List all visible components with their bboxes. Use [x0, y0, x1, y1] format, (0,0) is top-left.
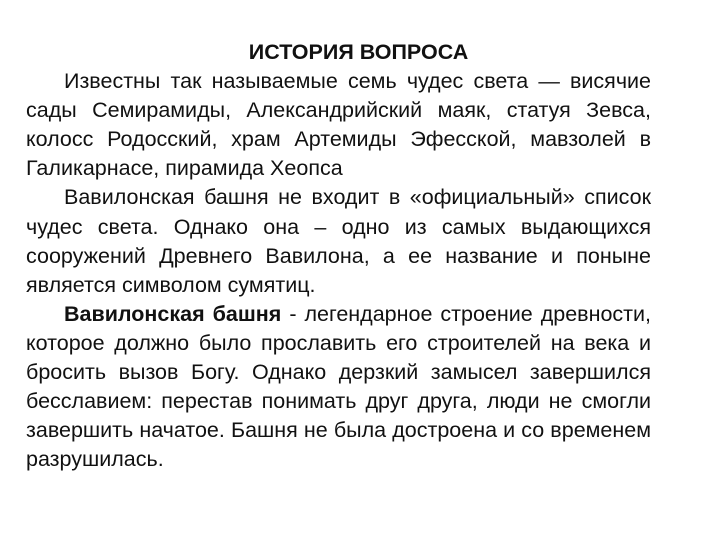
paragraph-not-official: Вавилонская башня не входит в «официальный» список чудес света. Однако она – одно из самых выдающихся сооружений Древнего Вавилона, а ее название и поныне является символом сумятиц.: [26, 185, 651, 297]
document-body: [26, 38, 651, 474]
paragraph-wonders: Известны так называемые семь чудес света — висячие сады Семирамиды, Александрийский маяк, статуя Зевса, колосс Родосский, храм Артемиды Эфесской, мавзолей в Галикарнасе, пирамида Хеопса: [26, 69, 651, 181]
paragraph-legend: [26, 300, 651, 475]
paragraph-legend-text: - легендарное строение древности, которое должно было прославить его строителей на века и бросить вызов Богу. Однако дерзкий замысел завершился бесславием: перестав понимать друг друга, люди не смогли завершить начатое. Башня не была достроена и со временем разрушилась.: [26, 301, 652, 472]
term-babel-tower: Вавилонская башня: [64, 301, 282, 326]
document-title: ИСТОРИЯ ВОПРОСА: [248, 40, 469, 64]
